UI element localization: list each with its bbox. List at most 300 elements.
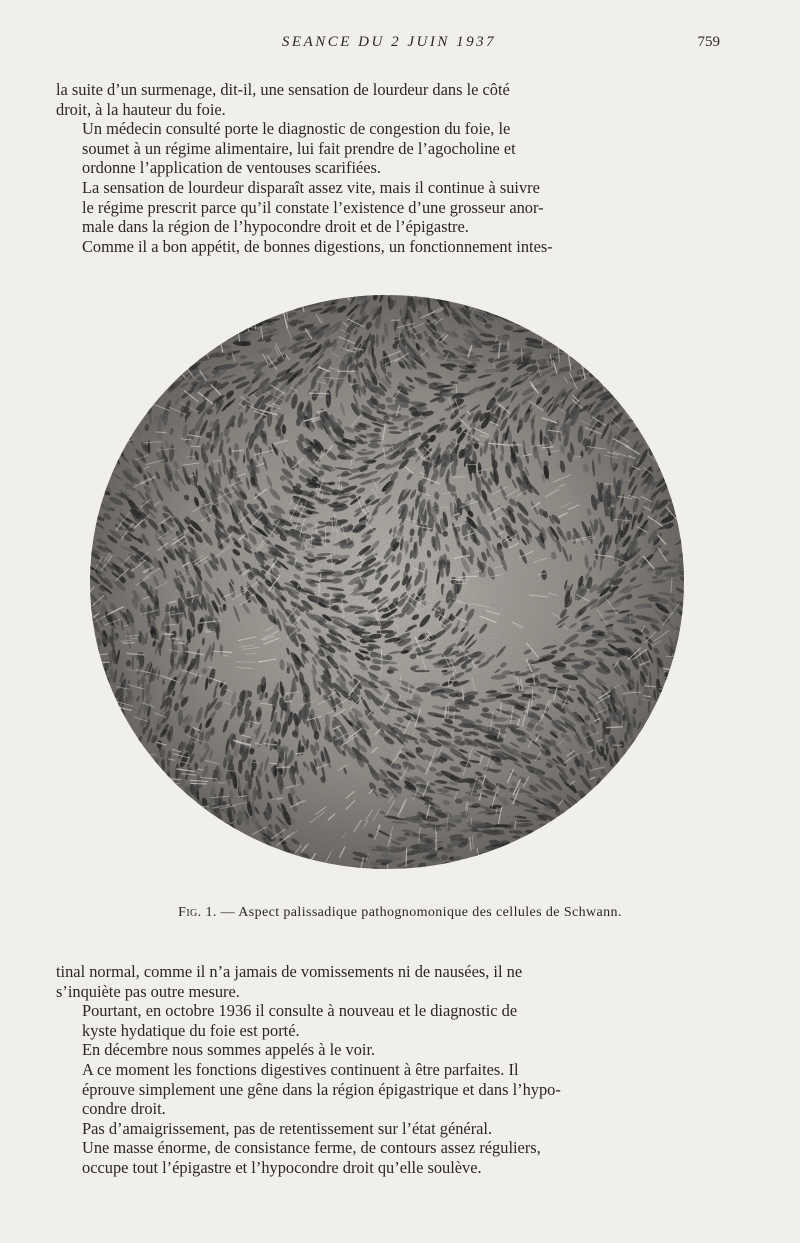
- cell-nucleus-texture: [250, 311, 263, 314]
- cell-nucleus-texture: [653, 792, 663, 805]
- cell-nucleus-texture: [139, 309, 146, 315]
- cell-nucleus-texture: [594, 319, 608, 326]
- micrograph-figure: [89, 294, 685, 870]
- cell-nucleus-texture: [117, 373, 125, 389]
- cell-nucleus-texture: [674, 677, 685, 692]
- cell-nucleus-texture: [136, 838, 151, 845]
- cell-nucleus-texture: [212, 312, 224, 316]
- cell-nucleus-texture: [633, 786, 639, 795]
- cell-nucleus-texture: [166, 806, 173, 816]
- cell-nucleus-texture: [125, 845, 135, 853]
- cell-nucleus-texture: [606, 319, 620, 331]
- cell-nucleus-texture: [149, 375, 154, 383]
- cell-nucleus-texture: [287, 860, 293, 866]
- cell-nucleus-texture: [287, 297, 305, 303]
- cell-nucleus-texture: [95, 330, 102, 347]
- cell-nucleus-texture: [676, 808, 685, 822]
- cell-nucleus-texture: [506, 294, 515, 301]
- cell-nucleus-texture: [180, 835, 189, 843]
- cell-nucleus-texture: [516, 859, 524, 867]
- cell-nucleus-texture: [672, 345, 679, 352]
- cell-nucleus-texture: [137, 833, 151, 847]
- cell-nucleus-texture: [151, 852, 159, 858]
- cell-nucleus-texture: [229, 323, 243, 331]
- cell-nucleus-texture: [97, 456, 107, 467]
- cell-nucleus-texture: [90, 496, 103, 502]
- cell-nucleus-texture: [154, 780, 161, 790]
- cell-nucleus-texture: [173, 811, 181, 825]
- cell-nucleus-texture: [567, 811, 583, 826]
- cell-nucleus-texture: [89, 418, 97, 430]
- cell-nucleus-texture: [121, 754, 128, 765]
- cell-nucleus-texture: [133, 413, 136, 425]
- cell-nucleus-texture: [677, 746, 685, 760]
- cell-nucleus-texture: [177, 350, 193, 364]
- cell-nucleus-texture: [89, 417, 100, 431]
- cell-nucleus-texture: [89, 634, 94, 650]
- cell-nucleus-texture: [96, 312, 102, 320]
- cell-nucleus-texture: [93, 473, 109, 482]
- cell-nucleus-texture: [181, 342, 193, 352]
- cell-nucleus-texture: [97, 330, 106, 347]
- cell-nucleus-texture: [119, 294, 126, 302]
- cell-nucleus-texture: [121, 815, 138, 829]
- cell-nucleus-texture: [670, 760, 678, 768]
- cell-nucleus-texture: [188, 856, 197, 862]
- cell-nucleus-texture: [127, 803, 137, 816]
- cell-nucleus-texture: [118, 372, 122, 387]
- cell-nucleus-texture: [234, 316, 251, 321]
- cell-nucleus-texture: [646, 357, 657, 363]
- cell-nucleus-texture: [578, 817, 585, 824]
- cell-nucleus-texture: [675, 690, 685, 705]
- cell-nucleus-texture: [471, 857, 483, 866]
- cell-nucleus-texture: [670, 328, 683, 344]
- cell-nucleus-texture: [558, 338, 569, 342]
- cell-nucleus-texture: [125, 838, 133, 842]
- cell-nucleus-texture: [148, 347, 161, 362]
- cell-nucleus-texture: [667, 755, 675, 764]
- body-text-top: [56, 80, 720, 256]
- cell-nucleus-texture: [103, 747, 109, 760]
- cell-nucleus-texture: [97, 392, 104, 409]
- cell-nucleus-texture: [633, 820, 639, 831]
- cell-nucleus-texture: [641, 833, 649, 848]
- cell-nucleus-texture: [539, 328, 556, 333]
- cell-nucleus-texture: [673, 434, 682, 437]
- cell-nucleus-texture: [570, 316, 577, 321]
- cell-nucleus-texture: [600, 798, 607, 807]
- cell-nucleus-texture: [150, 324, 166, 335]
- cell-nucleus-texture: [621, 757, 626, 765]
- cell-nucleus-texture: [137, 345, 145, 352]
- cell-nucleus-texture: [667, 696, 679, 708]
- cell-nucleus-texture: [666, 787, 673, 797]
- cell-nucleus-texture: [643, 765, 651, 776]
- cell-nucleus-texture: [638, 294, 650, 311]
- cell-nucleus-texture: [557, 848, 566, 851]
- cell-nucleus-texture: [182, 852, 195, 863]
- cell-nucleus-texture: [144, 809, 155, 821]
- cell-nucleus-texture: [672, 747, 679, 755]
- cell-nucleus-texture: [563, 831, 572, 838]
- cell-nucleus-texture: [535, 310, 542, 314]
- cell-nucleus-texture: [563, 297, 570, 302]
- cell-nucleus-texture: [90, 325, 96, 338]
- cell-nucleus-texture: [625, 391, 641, 402]
- fibril-texture: [623, 355, 624, 361]
- cell-nucleus-texture: [172, 312, 181, 320]
- cell-nucleus-texture: [628, 377, 642, 385]
- fibril-texture: [161, 833, 166, 838]
- cell-nucleus-texture: [129, 766, 135, 780]
- cell-nucleus-texture: [162, 352, 177, 361]
- cell-nucleus-texture: [617, 370, 626, 377]
- cell-nucleus-texture: [138, 294, 153, 306]
- cell-nucleus-texture: [677, 462, 685, 471]
- cell-nucleus-texture: [667, 323, 679, 337]
- cell-nucleus-texture: [130, 381, 138, 394]
- cell-nucleus-texture: [571, 866, 579, 870]
- cell-nucleus-texture: [641, 347, 649, 355]
- cell-nucleus-texture: [116, 797, 132, 812]
- cell-nucleus-texture: [123, 393, 130, 407]
- cell-nucleus-texture: [168, 364, 175, 372]
- cell-nucleus-texture: [651, 812, 656, 819]
- cell-nucleus-texture: [617, 308, 625, 316]
- cell-nucleus-texture: [102, 461, 112, 469]
- cell-nucleus-texture: [673, 745, 685, 757]
- cell-nucleus-texture: [600, 825, 611, 839]
- cell-nucleus-texture: [133, 378, 138, 386]
- cell-nucleus-texture: [648, 427, 663, 433]
- cell-nucleus-texture: [134, 849, 144, 855]
- cell-nucleus-texture: [618, 301, 628, 309]
- cell-nucleus-texture: [245, 302, 261, 308]
- cell-nucleus-texture: [673, 486, 685, 500]
- cell-nucleus-texture: [566, 346, 577, 351]
- cell-nucleus-texture: [154, 841, 170, 851]
- cell-nucleus-texture: [129, 809, 137, 817]
- cell-nucleus-texture: [174, 849, 186, 857]
- cell-nucleus-texture: [126, 299, 133, 310]
- cell-nucleus-texture: [152, 352, 169, 367]
- cell-nucleus-texture: [170, 317, 180, 325]
- cell-nucleus-texture: [105, 300, 110, 307]
- cell-nucleus-texture: [100, 459, 116, 471]
- cell-nucleus-texture: [640, 343, 657, 355]
- cell-nucleus-texture: [111, 808, 119, 815]
- cell-nucleus-texture: [669, 391, 681, 398]
- cell-nucleus-texture: [556, 834, 564, 841]
- cell-nucleus-texture: [569, 841, 578, 849]
- cell-nucleus-texture: [145, 802, 158, 817]
- cell-nucleus-texture: [121, 308, 130, 317]
- cell-nucleus-texture: [144, 774, 152, 786]
- text-line: Comme il a bon appétit, de bonnes digestions, un fonctionnement intes-: [82, 236, 553, 256]
- cell-nucleus-texture: [551, 852, 561, 858]
- cell-nucleus-texture: [603, 809, 610, 820]
- cell-nucleus-texture: [119, 294, 129, 303]
- cell-nucleus-texture: [225, 331, 232, 335]
- cell-nucleus-texture: [635, 383, 642, 386]
- cell-nucleus-texture: [554, 866, 564, 870]
- cell-nucleus-texture: [89, 815, 99, 824]
- text-line: droit, à la hauteur du foie.: [56, 99, 226, 119]
- cell-nucleus-texture: [615, 294, 630, 300]
- cell-nucleus-texture: [677, 848, 685, 859]
- cell-nucleus-texture: [100, 443, 109, 456]
- cell-nucleus-texture: [90, 504, 100, 513]
- cell-nucleus-texture: [98, 442, 105, 450]
- cell-nucleus-texture: [606, 320, 620, 330]
- cell-nucleus-texture: [547, 863, 556, 867]
- cell-nucleus-texture: [622, 376, 631, 379]
- cell-nucleus-texture: [113, 390, 119, 398]
- cell-nucleus-texture: [138, 765, 144, 775]
- cell-nucleus-texture: [618, 859, 626, 866]
- cell-nucleus-texture: [652, 400, 665, 406]
- cell-nucleus-texture: [588, 296, 597, 303]
- cell-nucleus-texture: [631, 862, 640, 870]
- cell-nucleus-texture: [576, 823, 591, 836]
- cell-nucleus-texture: [246, 858, 253, 864]
- cell-nucleus-texture: [164, 304, 174, 313]
- cell-nucleus-texture: [168, 852, 177, 858]
- cell-nucleus-texture: [99, 689, 102, 707]
- cell-nucleus-texture: [632, 385, 642, 392]
- cell-nucleus-texture: [667, 435, 684, 444]
- cell-nucleus-texture: [120, 858, 132, 862]
- cell-nucleus-texture: [128, 378, 133, 390]
- cell-nucleus-texture: [590, 327, 602, 336]
- cell-nucleus-texture: [89, 843, 97, 850]
- cell-nucleus-texture: [596, 825, 605, 836]
- cell-nucleus-texture: [604, 342, 616, 347]
- fibril-texture: [668, 783, 676, 788]
- cell-nucleus-texture: [89, 382, 99, 398]
- cell-nucleus-texture: [583, 854, 597, 861]
- cell-nucleus-texture: [126, 763, 131, 779]
- cell-nucleus-texture: [169, 827, 184, 841]
- cell-nucleus-texture: [121, 380, 127, 397]
- cell-nucleus-texture: [129, 855, 143, 863]
- cell-nucleus-texture: [126, 301, 140, 314]
- cell-nucleus-texture: [95, 851, 111, 859]
- cell-nucleus-texture: [589, 812, 604, 825]
- cell-nucleus-texture: [616, 348, 626, 354]
- cell-nucleus-texture: [224, 848, 237, 861]
- cell-nucleus-texture: [105, 424, 113, 433]
- cell-nucleus-texture: [135, 865, 148, 869]
- fibril-texture: [175, 360, 181, 368]
- cell-nucleus-texture: [111, 716, 116, 726]
- cell-nucleus-texture: [512, 308, 531, 319]
- cell-nucleus-texture: [90, 766, 98, 777]
- cell-nucleus-texture: [655, 740, 665, 751]
- cell-nucleus-texture: [663, 695, 667, 703]
- cell-nucleus-texture: [140, 746, 145, 762]
- cell-nucleus-texture: [638, 371, 645, 376]
- cell-nucleus-texture: [618, 302, 635, 314]
- cell-nucleus-texture: [651, 811, 654, 829]
- cell-nucleus-texture: [120, 365, 127, 375]
- cell-nucleus-texture: [671, 818, 679, 832]
- cell-nucleus-texture: [125, 390, 130, 403]
- cell-nucleus-texture: [546, 310, 564, 322]
- cell-nucleus-texture: [108, 412, 116, 430]
- cell-nucleus-texture: [567, 343, 578, 348]
- cell-nucleus-texture: [678, 819, 685, 835]
- cell-nucleus-texture: [661, 763, 668, 776]
- cell-nucleus-texture: [678, 646, 684, 657]
- cell-nucleus-texture: [153, 327, 168, 341]
- cell-nucleus-texture: [663, 755, 677, 768]
- cell-nucleus-texture: [504, 851, 512, 858]
- cell-nucleus-texture: [653, 787, 657, 796]
- cell-nucleus-texture: [107, 734, 114, 742]
- cell-nucleus-texture: [656, 717, 667, 731]
- cell-nucleus-texture: [113, 294, 121, 301]
- cell-nucleus-texture: [679, 297, 685, 309]
- cell-nucleus-texture: [617, 372, 629, 377]
- cell-nucleus-texture: [638, 356, 655, 366]
- cell-nucleus-texture: [130, 830, 145, 841]
- cell-nucleus-texture: [137, 802, 149, 816]
- cell-nucleus-texture: [549, 322, 566, 327]
- cell-nucleus-texture: [143, 786, 150, 795]
- cell-nucleus-texture: [136, 778, 142, 787]
- cell-nucleus-texture: [208, 860, 224, 870]
- cell-nucleus-texture: [284, 295, 290, 299]
- cell-nucleus-texture: [143, 815, 151, 825]
- cell-nucleus-texture: [673, 489, 684, 499]
- fibril-texture: [101, 775, 110, 778]
- cell-nucleus-texture: [98, 863, 116, 870]
- cell-nucleus-texture: [510, 844, 523, 851]
- cell-nucleus-texture: [178, 317, 194, 325]
- cell-nucleus-texture: [670, 447, 683, 458]
- fibril-texture: [569, 814, 574, 820]
- cell-nucleus-texture: [151, 332, 158, 339]
- cell-nucleus-texture: [89, 650, 96, 662]
- cell-nucleus-texture: [674, 765, 684, 774]
- cell-nucleus-texture: [651, 710, 664, 727]
- cell-nucleus-texture: [600, 363, 608, 370]
- cell-nucleus-texture: [113, 397, 121, 413]
- cell-nucleus-texture: [597, 804, 610, 819]
- cell-nucleus-texture: [159, 776, 165, 789]
- cell-nucleus-texture: [132, 814, 144, 825]
- cell-nucleus-texture: [555, 843, 565, 851]
- cell-nucleus-texture: [646, 385, 664, 391]
- cell-nucleus-texture: [150, 771, 154, 781]
- cell-nucleus-texture: [107, 399, 117, 414]
- cell-nucleus-texture: [672, 430, 685, 438]
- cell-nucleus-texture: [676, 794, 685, 811]
- cell-nucleus-texture: [133, 394, 137, 406]
- cell-nucleus-texture: [513, 854, 529, 864]
- cell-nucleus-texture: [626, 758, 632, 772]
- cell-nucleus-texture: [89, 414, 95, 428]
- cell-nucleus-texture: [111, 768, 116, 776]
- cell-nucleus-texture: [652, 413, 668, 421]
- cell-nucleus-texture: [168, 369, 177, 379]
- cell-nucleus-texture: [620, 338, 630, 346]
- cell-nucleus-texture: [117, 781, 123, 794]
- cell-nucleus-texture: [171, 863, 181, 869]
- cell-nucleus-texture: [622, 802, 626, 809]
- cell-nucleus-texture: [584, 326, 601, 333]
- cell-nucleus-texture: [204, 843, 212, 851]
- cell-nucleus-texture: [639, 339, 648, 347]
- cell-nucleus-texture: [172, 802, 180, 813]
- cell-nucleus-texture: [117, 762, 124, 779]
- running-header: [58, 34, 720, 58]
- cell-nucleus-texture: [656, 458, 664, 464]
- text-line: male dans la région de l’hypocondre droit et de l’épigastre.: [82, 217, 469, 237]
- cell-nucleus-texture: [674, 379, 685, 388]
- cell-nucleus-texture: [611, 385, 622, 391]
- cell-nucleus-texture: [475, 862, 485, 866]
- cell-nucleus-texture: [227, 851, 232, 857]
- cell-nucleus-texture: [208, 817, 221, 834]
- cell-nucleus-texture: [122, 369, 132, 384]
- cell-nucleus-texture: [497, 855, 511, 861]
- cell-nucleus-texture: [139, 385, 148, 395]
- cell-nucleus-texture: [659, 820, 664, 836]
- cell-nucleus-texture: [667, 772, 680, 786]
- cell-nucleus-texture: [503, 298, 513, 306]
- cell-nucleus-texture: [479, 855, 489, 863]
- cell-nucleus-texture: [577, 861, 585, 867]
- cell-nucleus-texture: [177, 302, 189, 309]
- cell-nucleus-texture: [104, 818, 115, 827]
- cell-nucleus-texture: [89, 859, 99, 869]
- cell-nucleus-texture: [629, 853, 639, 865]
- cell-nucleus-texture: [573, 846, 590, 851]
- cell-nucleus-texture: [95, 744, 101, 752]
- cell-nucleus-texture: [608, 316, 616, 322]
- cell-nucleus-texture: [97, 458, 111, 467]
- cell-nucleus-texture: [640, 860, 653, 870]
- cell-nucleus-texture: [96, 859, 114, 866]
- cell-nucleus-texture: [558, 322, 569, 329]
- cell-nucleus-texture: [91, 721, 96, 732]
- cell-nucleus-texture: [544, 865, 552, 868]
- cell-nucleus-texture: [578, 845, 585, 849]
- cell-nucleus-texture: [93, 805, 105, 816]
- cell-nucleus-texture: [100, 725, 104, 733]
- cell-nucleus-texture: [296, 294, 313, 299]
- cell-nucleus-texture: [140, 334, 149, 342]
- cell-nucleus-texture: [89, 819, 104, 828]
- cell-nucleus-texture: [661, 390, 674, 396]
- cell-nucleus-texture: [108, 835, 117, 842]
- cell-nucleus-texture: [665, 709, 676, 719]
- cell-nucleus-texture: [89, 670, 93, 682]
- cell-nucleus-texture: [523, 854, 531, 858]
- cell-nucleus-texture: [106, 422, 113, 432]
- cell-nucleus-texture: [133, 762, 137, 774]
- cell-nucleus-texture: [641, 302, 650, 313]
- cell-nucleus-texture: [95, 688, 100, 701]
- cell-nucleus-texture: [148, 373, 157, 382]
- cell-nucleus-texture: [116, 843, 129, 853]
- cell-nucleus-texture: [612, 781, 618, 788]
- cell-nucleus-texture: [542, 861, 553, 867]
- cell-nucleus-texture: [99, 825, 114, 835]
